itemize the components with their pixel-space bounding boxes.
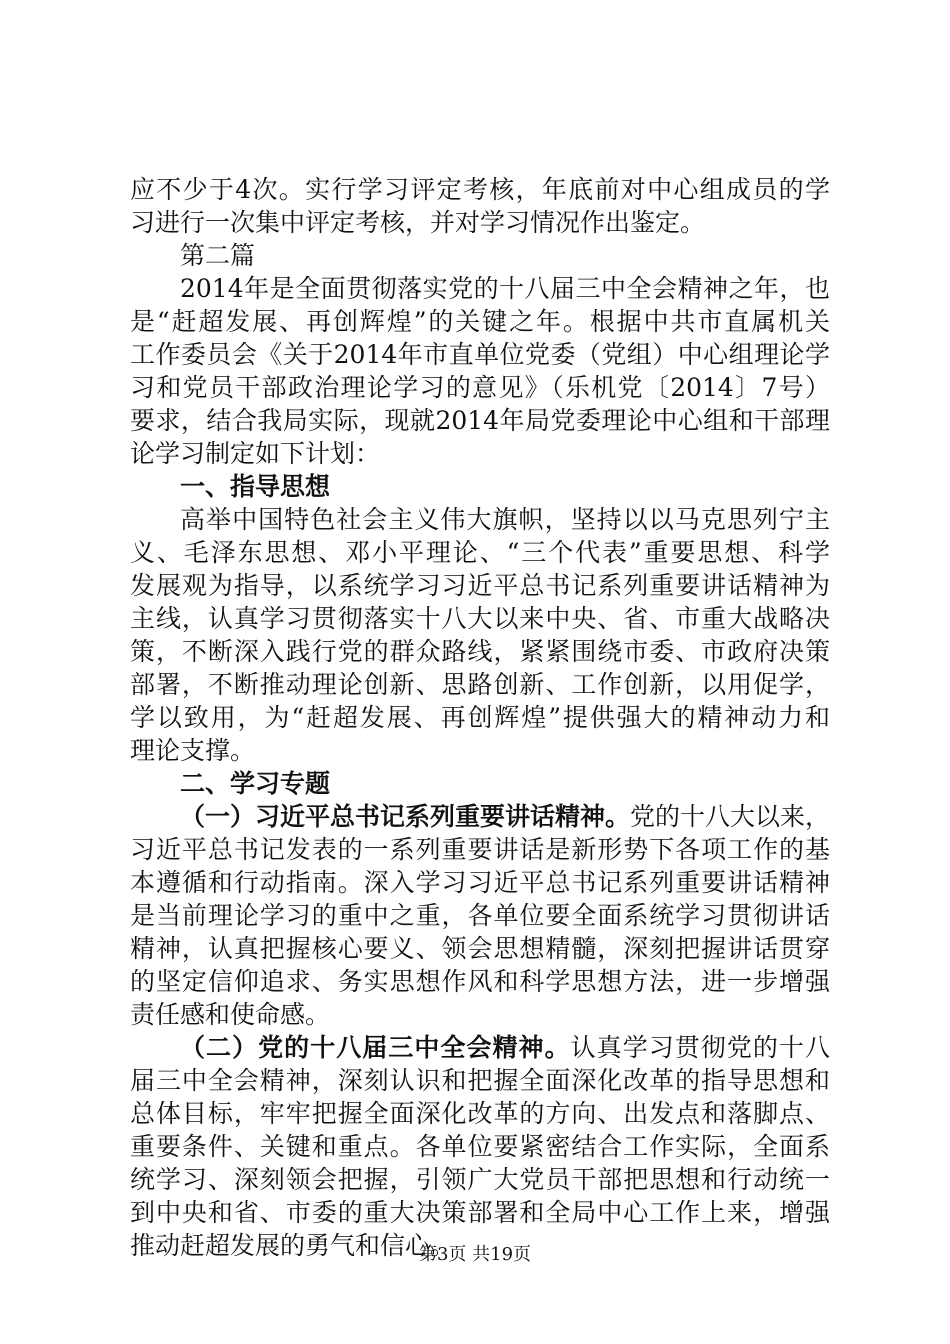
- subheading-topic-1: （一）习近平总书记系列重要讲话精神。: [180, 802, 631, 831]
- text-line: 主线，认真学习贯彻落实十八大以来中央、省、市重大战略决: [130, 604, 830, 633]
- text-line: 责任感和使命感。: [130, 1000, 331, 1029]
- heading-guiding-thought: 一、指导思想: [180, 472, 331, 501]
- document-body: [130, 173, 830, 1262]
- text-line: 的坚定信仰追求、务实思想作风和科学思想方法，进一步增强: [130, 967, 830, 996]
- text-line: [130, 800, 830, 833]
- heading-study-topics: 二、学习专题: [180, 769, 331, 798]
- text-line: 本遵循和行动指南。深入学习习近平总书记系列重要讲话精神: [130, 868, 830, 897]
- text-line: 是“赶超发展、再创辉煌”的关键之年。根据中共市直属机关: [130, 307, 830, 336]
- text-line: 2014年是全面贯彻落实党的十八届三中全会精神之年，也: [180, 274, 830, 303]
- text-line: 到中央和省、市委的重大决策部署和全局中心工作上来，增强: [130, 1198, 830, 1227]
- text-line: 总体目标，牢牢把握全面深化改革的方向、出发点和落脚点、: [130, 1099, 830, 1128]
- text-line: 是当前理论学习的重中之重，各单位要全面系统学习贯彻讲话: [130, 901, 830, 930]
- text-line: [130, 1031, 830, 1064]
- text-line: 习近平总书记发表的一系列重要讲话是新形势下各项工作的基: [130, 835, 830, 864]
- text-line: 论学习制定如下计划：: [130, 439, 381, 468]
- text-line: 重要条件、关键和重点。各单位要紧密结合工作实际，全面系: [130, 1132, 830, 1161]
- text-line: 习和党员干部政治理论学习的意见》（乐机党〔2014〕7号）: [130, 373, 830, 402]
- text-line: 部署，不断推动理论创新、思路创新、工作创新，以用促学，: [130, 670, 830, 699]
- text-run: 认真学习贯彻党的十八: [570, 1033, 830, 1062]
- text-line: 应不少于4次。实行学习评定考核，年底前对中心组成员的学: [130, 175, 830, 204]
- text-line: 精神，认真把握核心要义、领会思想精髓，深刻把握讲话贯穿: [130, 934, 830, 963]
- text-line: 推动赶超发展的勇气和信心。: [130, 1231, 456, 1260]
- text-line: 发展观为指导，以系统学习习近平总书记系列重要讲话精神为: [130, 571, 830, 600]
- text-line: 策，不断深入践行党的群众路线，紧紧围绕市委、市政府决策: [130, 637, 830, 666]
- text-line: 届三中全会精神，深刻认识和把握全面深化改革的指导思想和: [130, 1066, 830, 1095]
- subheading-topic-2: （二）党的十八届三中全会精神。: [180, 1033, 571, 1062]
- text-line: 习进行一次集中评定考核，并对学习情况作出鉴定。: [130, 208, 706, 237]
- text-line: 要求，结合我局实际，现就2014年局党委理论中心组和干部理: [130, 406, 830, 435]
- section-title: 第二篇: [180, 241, 256, 270]
- text-run: 党的十八大以来，: [630, 802, 831, 831]
- text-line: 工作委员会《关于2014年市直单位党委（党组）中心组理论学: [130, 340, 830, 369]
- text-line: 理论支撑。: [130, 736, 256, 765]
- text-line: 义、毛泽东思想、邓小平理论、“三个代表”重要思想、科学: [130, 538, 830, 567]
- text-line: 统学习、深刻领会把握，引领广大党员干部把思想和行动统一: [130, 1165, 830, 1194]
- text-line: 学以致用，为“赶超发展、再创辉煌”提供强大的精神动力和: [130, 703, 830, 732]
- text-line: 高举中国特色社会主义伟大旗帜，坚持以以马克思列宁主: [180, 505, 830, 534]
- page-footer: 第3页 共19页: [418, 1244, 532, 1265]
